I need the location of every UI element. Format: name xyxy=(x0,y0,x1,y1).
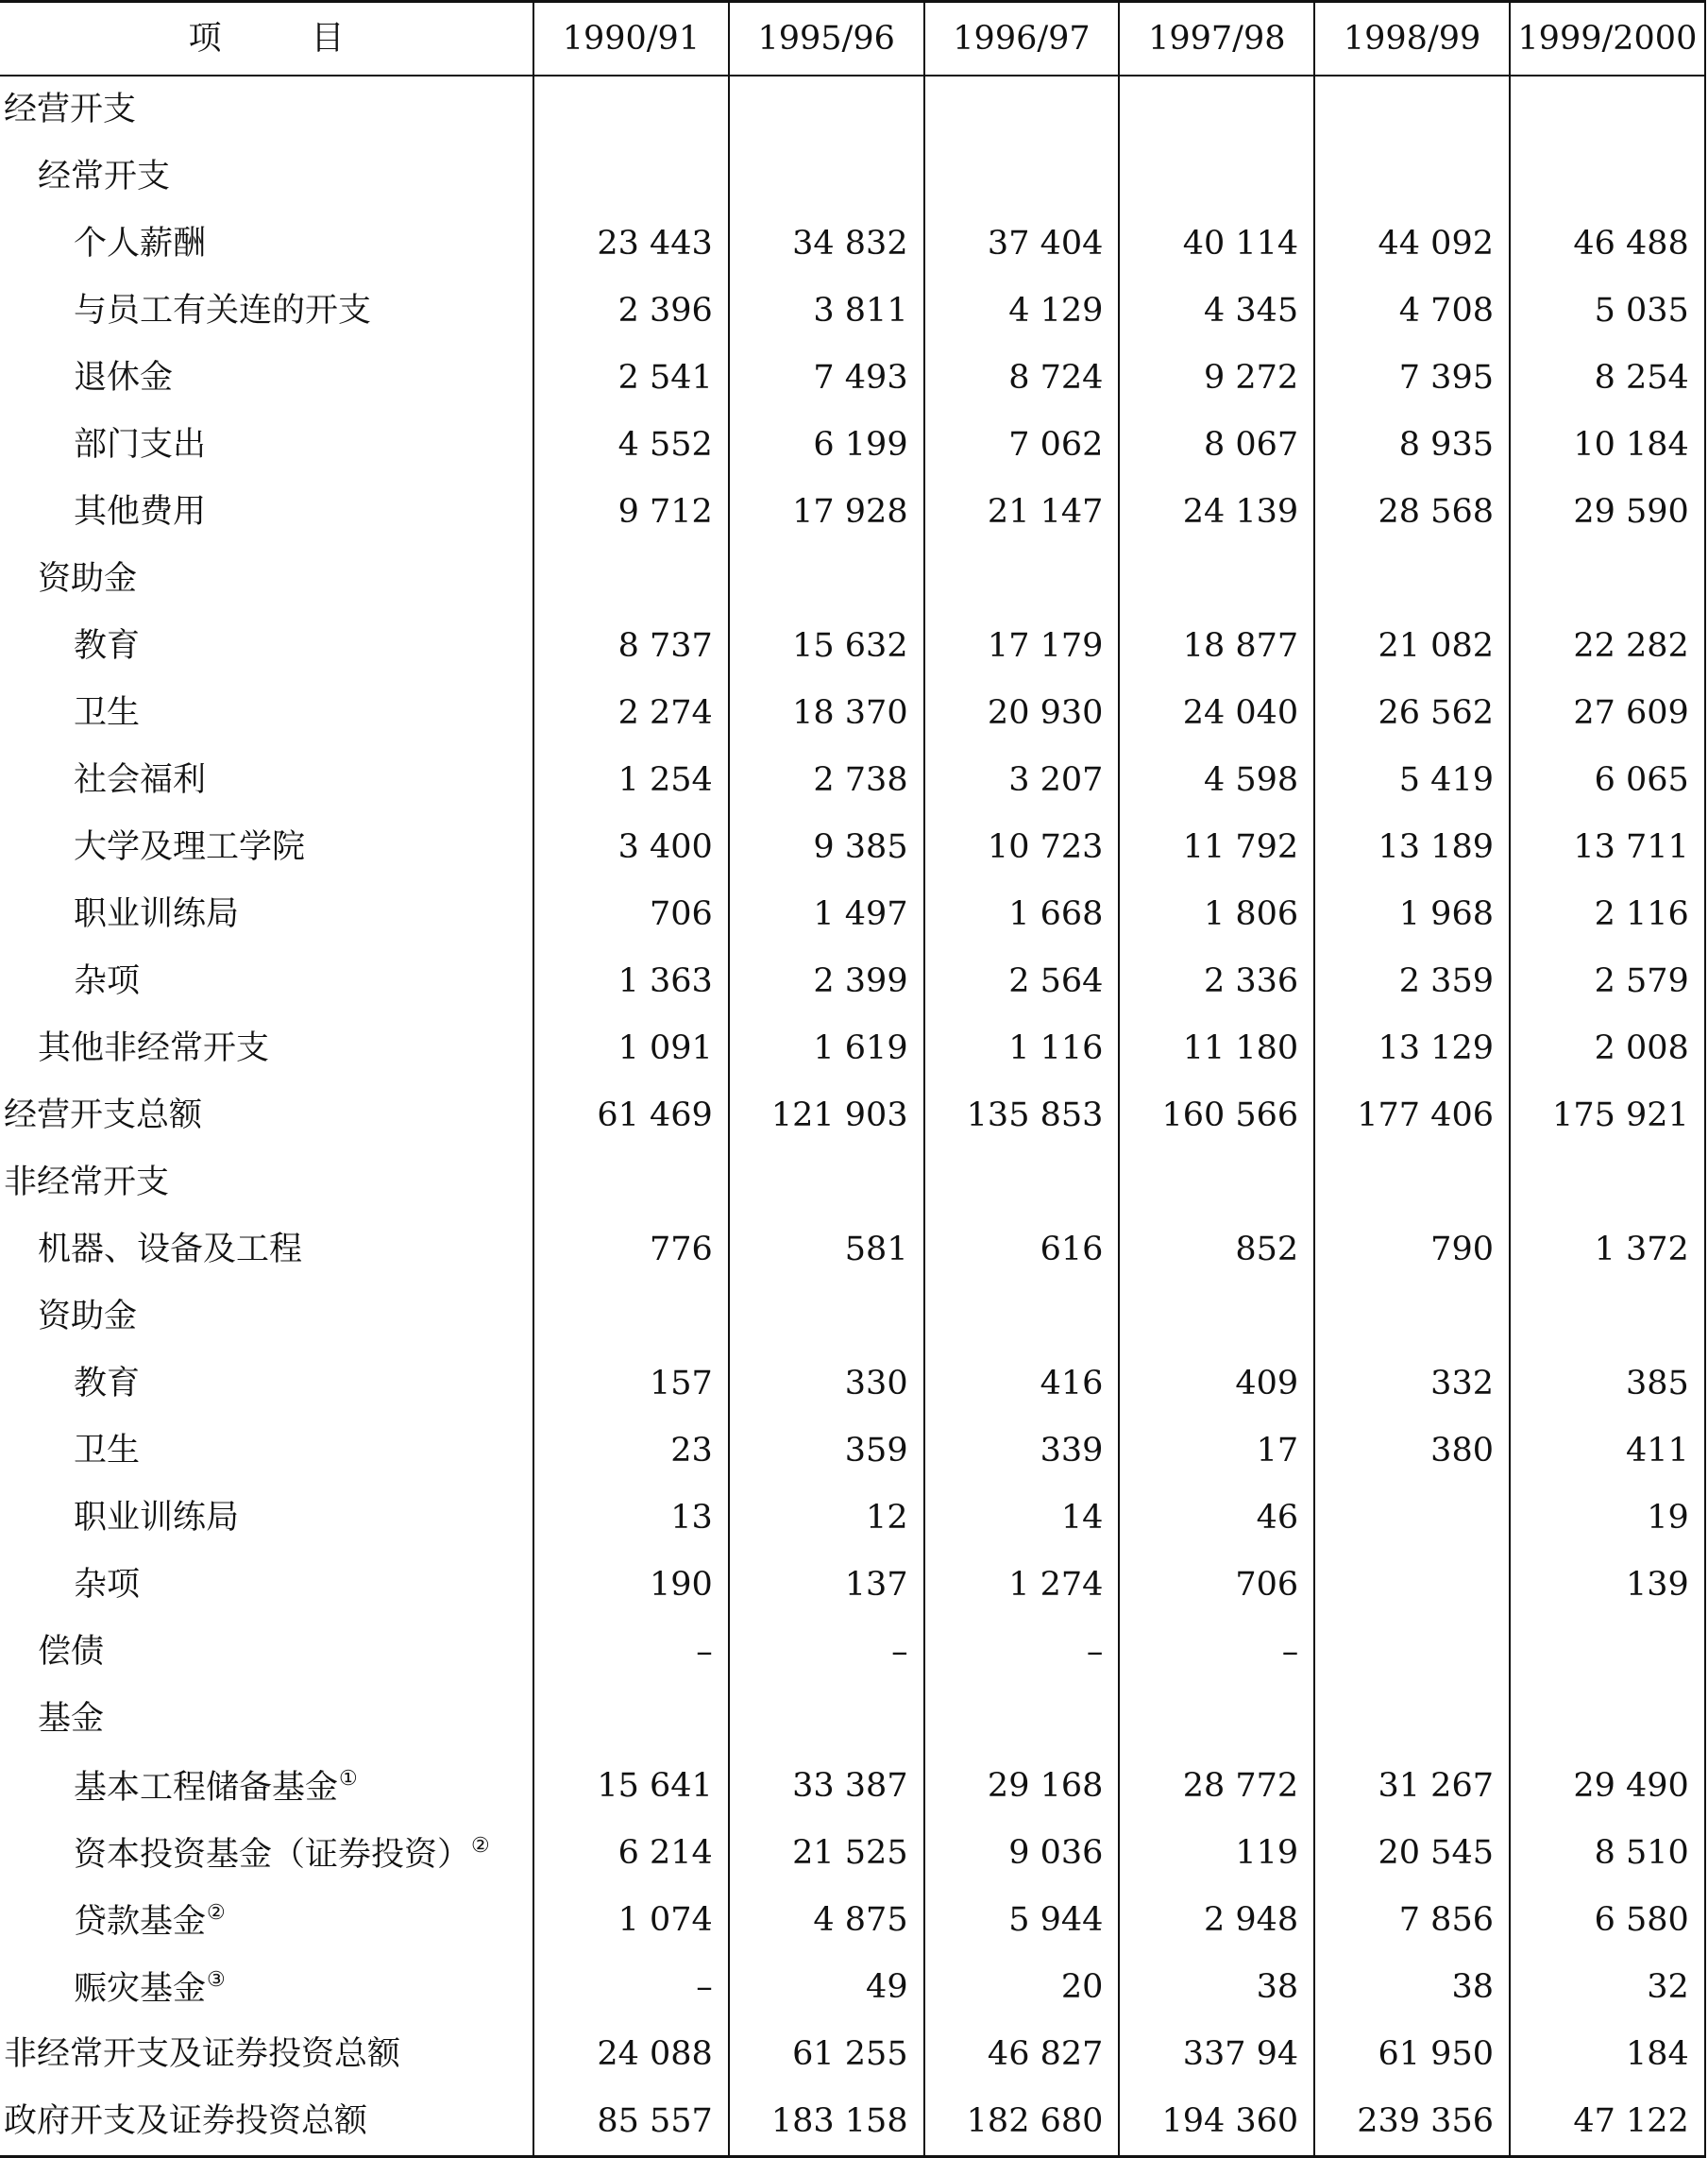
value-cell: 2 564 xyxy=(924,948,1120,1015)
value-cell: 38 xyxy=(1119,1954,1314,2021)
value-cell: – xyxy=(729,1619,924,1686)
row-label: 退休金 xyxy=(74,359,174,397)
table-row xyxy=(0,144,1705,211)
row-label-cell xyxy=(0,1216,533,1283)
table-row xyxy=(0,881,1705,948)
row-label: 卫生 xyxy=(74,1432,141,1470)
table-row xyxy=(0,2088,1705,2157)
table-row xyxy=(0,546,1705,613)
value-cell: 1 074 xyxy=(533,1887,729,1954)
row-label: 基本工程储备基金 xyxy=(74,1768,339,1807)
value-cell: 190 xyxy=(533,1552,729,1619)
value-cell: 339 xyxy=(924,1418,1120,1485)
value-cell xyxy=(729,1149,924,1216)
table-row xyxy=(0,948,1705,1015)
value-cell xyxy=(533,144,729,211)
value-cell: 2 738 xyxy=(729,747,924,814)
row-label: 杂项 xyxy=(74,962,141,1000)
header-year: 1990/91 xyxy=(533,2,729,76)
value-cell xyxy=(1314,1283,1510,1351)
value-cell: 706 xyxy=(533,881,729,948)
row-label: 经营开支 xyxy=(4,91,137,128)
value-cell: 20 930 xyxy=(924,680,1120,747)
value-cell: 411 xyxy=(1510,1418,1705,1485)
value-cell: 19 xyxy=(1510,1485,1705,1552)
value-cell: 706 xyxy=(1119,1552,1314,1619)
value-cell: 330 xyxy=(729,1351,924,1418)
value-cell: – xyxy=(533,1619,729,1686)
row-label: 杂项 xyxy=(74,1566,141,1604)
row-label-cell xyxy=(0,1082,533,1149)
value-cell: 15 632 xyxy=(729,613,924,680)
row-label-cell xyxy=(0,76,533,144)
value-cell xyxy=(1510,144,1705,211)
value-cell xyxy=(1314,1485,1510,1552)
row-label-cell xyxy=(0,1753,533,1820)
table-row xyxy=(0,1082,1705,1149)
value-cell xyxy=(1510,1619,1705,1686)
row-label: 卫生 xyxy=(74,694,141,732)
value-cell xyxy=(1314,1619,1510,1686)
table-row xyxy=(0,1753,1705,1820)
row-label: 与员工有关连的开支 xyxy=(74,292,372,330)
row-label: 基金 xyxy=(38,1700,105,1738)
value-cell xyxy=(1119,1686,1314,1753)
value-cell: 46 827 xyxy=(924,2021,1120,2088)
value-cell xyxy=(729,144,924,211)
row-label: 资助金 xyxy=(38,1298,138,1335)
row-label-cell xyxy=(0,546,533,613)
row-label: 政府开支及证券投资总额 xyxy=(4,2102,368,2140)
value-cell: 7 493 xyxy=(729,345,924,412)
value-cell: 194 360 xyxy=(1119,2088,1314,2157)
value-cell xyxy=(533,76,729,144)
row-label-cell xyxy=(0,613,533,680)
table-row xyxy=(0,1418,1705,1485)
value-cell: 5 035 xyxy=(1510,278,1705,345)
value-cell: 46 xyxy=(1119,1485,1314,1552)
value-cell: 31 267 xyxy=(1314,1753,1510,1820)
footnote-marker: ① xyxy=(339,1766,358,1791)
value-cell: 13 129 xyxy=(1314,1015,1510,1082)
value-cell: 359 xyxy=(729,1418,924,1485)
value-cell: 8 935 xyxy=(1314,412,1510,479)
value-cell: 9 385 xyxy=(729,814,924,881)
value-cell: 776 xyxy=(533,1216,729,1283)
value-cell: 119 xyxy=(1119,1820,1314,1887)
footnote-marker: ② xyxy=(207,1900,226,1925)
table-row xyxy=(0,1283,1705,1351)
value-cell: 33 387 xyxy=(729,1753,924,1820)
table-row xyxy=(0,345,1705,412)
row-label-cell xyxy=(0,948,533,1015)
value-cell: 29 490 xyxy=(1510,1753,1705,1820)
value-cell: 7 856 xyxy=(1314,1887,1510,1954)
row-label-cell xyxy=(0,1686,533,1753)
table-row xyxy=(0,1351,1705,1418)
row-label-cell xyxy=(0,1954,533,2021)
value-cell xyxy=(729,1283,924,1351)
value-cell: 175 921 xyxy=(1510,1082,1705,1149)
value-cell xyxy=(1119,1149,1314,1216)
row-label: 资助金 xyxy=(38,560,138,598)
value-cell: 24 139 xyxy=(1119,479,1314,546)
table-row xyxy=(0,747,1705,814)
value-cell: 1 619 xyxy=(729,1015,924,1082)
row-label-cell xyxy=(0,412,533,479)
value-cell xyxy=(1314,76,1510,144)
value-cell: 29 590 xyxy=(1510,479,1705,546)
value-cell: 135 853 xyxy=(924,1082,1120,1149)
value-cell: 8 067 xyxy=(1119,412,1314,479)
row-label: 经常开支 xyxy=(38,158,171,195)
value-cell: 23 443 xyxy=(533,211,729,278)
value-cell: 616 xyxy=(924,1216,1120,1283)
value-cell: 5 944 xyxy=(924,1887,1120,1954)
value-cell: 13 711 xyxy=(1510,814,1705,881)
value-cell: 1 363 xyxy=(533,948,729,1015)
value-cell xyxy=(1314,1552,1510,1619)
header-item-part2: 目 xyxy=(311,19,345,58)
value-cell: 1 497 xyxy=(729,881,924,948)
value-cell: 47 122 xyxy=(1510,2088,1705,2157)
row-label: 职业训练局 xyxy=(74,1499,240,1537)
value-cell xyxy=(1314,546,1510,613)
value-cell: 2 948 xyxy=(1119,1887,1314,1954)
row-label-cell xyxy=(0,814,533,881)
value-cell xyxy=(1119,144,1314,211)
row-label: 资本投资基金（证券投资） xyxy=(74,1835,471,1874)
value-cell: 34 832 xyxy=(729,211,924,278)
row-label-cell xyxy=(0,2021,533,2088)
value-cell xyxy=(924,144,1120,211)
value-cell: – xyxy=(1119,1619,1314,1686)
header-year: 1998/99 xyxy=(1314,2,1510,76)
table-row xyxy=(0,814,1705,881)
value-cell: 11 180 xyxy=(1119,1015,1314,1082)
value-cell: 409 xyxy=(1119,1351,1314,1418)
value-cell xyxy=(533,1686,729,1753)
value-cell: 4 552 xyxy=(533,412,729,479)
value-cell: 183 158 xyxy=(729,2088,924,2157)
value-cell: 40 114 xyxy=(1119,211,1314,278)
row-label: 职业训练局 xyxy=(74,895,240,933)
value-cell: 3 207 xyxy=(924,747,1120,814)
table-row xyxy=(0,1686,1705,1753)
value-cell: 17 179 xyxy=(924,613,1120,680)
value-cell: 9 272 xyxy=(1119,345,1314,412)
value-cell: 160 566 xyxy=(1119,1082,1314,1149)
value-cell xyxy=(1510,1686,1705,1753)
row-label: 偿债 xyxy=(38,1633,105,1671)
value-cell xyxy=(1510,76,1705,144)
value-cell: 24 040 xyxy=(1119,680,1314,747)
value-cell: 1 372 xyxy=(1510,1216,1705,1283)
value-cell: 1 091 xyxy=(533,1015,729,1082)
row-label: 个人薪酬 xyxy=(74,225,207,263)
value-cell: 9 036 xyxy=(924,1820,1120,1887)
row-label-cell xyxy=(0,1619,533,1686)
value-cell: 61 950 xyxy=(1314,2021,1510,2088)
value-cell: 10 184 xyxy=(1510,412,1705,479)
row-label-cell xyxy=(0,1283,533,1351)
row-label: 教育 xyxy=(74,627,141,665)
value-cell: 13 xyxy=(533,1485,729,1552)
value-cell xyxy=(729,76,924,144)
header-year: 1997/98 xyxy=(1119,2,1314,76)
row-label-cell xyxy=(0,747,533,814)
value-cell: 18 370 xyxy=(729,680,924,747)
header-year: 1996/97 xyxy=(924,2,1120,76)
value-cell: 2 359 xyxy=(1314,948,1510,1015)
table-header xyxy=(0,2,1705,76)
value-cell: 7 062 xyxy=(924,412,1120,479)
value-cell xyxy=(729,1686,924,1753)
value-cell xyxy=(924,546,1120,613)
row-label: 非经常开支 xyxy=(4,1164,170,1201)
table-row xyxy=(0,479,1705,546)
value-cell xyxy=(924,1686,1120,1753)
footnote-marker: ③ xyxy=(207,1967,226,1992)
row-label-cell xyxy=(0,345,533,412)
value-cell xyxy=(1119,76,1314,144)
row-label-cell xyxy=(0,1351,533,1418)
value-cell: 4 598 xyxy=(1119,747,1314,814)
value-cell: 852 xyxy=(1119,1216,1314,1283)
value-cell xyxy=(1119,1283,1314,1351)
value-cell: 8 737 xyxy=(533,613,729,680)
value-cell: 1 668 xyxy=(924,881,1120,948)
table-row xyxy=(0,1216,1705,1283)
value-cell: 137 xyxy=(729,1552,924,1619)
row-label: 贷款基金 xyxy=(74,1902,207,1941)
value-cell: – xyxy=(533,1954,729,2021)
value-cell: 27 609 xyxy=(1510,680,1705,747)
value-cell xyxy=(924,1149,1120,1216)
value-cell: 2 541 xyxy=(533,345,729,412)
value-cell: 239 356 xyxy=(1314,2088,1510,2157)
value-cell: 581 xyxy=(729,1216,924,1283)
value-cell: 2 396 xyxy=(533,278,729,345)
value-cell: 2 116 xyxy=(1510,881,1705,948)
value-cell: 182 680 xyxy=(924,2088,1120,2157)
value-cell: – xyxy=(924,1619,1120,1686)
row-label: 教育 xyxy=(74,1365,141,1402)
header-year: 1995/96 xyxy=(729,2,924,76)
row-label: 经营开支总额 xyxy=(4,1096,203,1134)
row-label: 赈灾基金 xyxy=(74,1969,207,2008)
table-row xyxy=(0,1149,1705,1216)
value-cell: 37 404 xyxy=(924,211,1120,278)
value-cell: 177 406 xyxy=(1314,1082,1510,1149)
value-cell: 2 274 xyxy=(533,680,729,747)
value-cell: 26 562 xyxy=(1314,680,1510,747)
value-cell: 157 xyxy=(533,1351,729,1418)
value-cell: 20 xyxy=(924,1954,1120,2021)
row-label-cell xyxy=(0,479,533,546)
footnote-marker: ② xyxy=(471,1833,490,1858)
row-label-cell xyxy=(0,1015,533,1082)
row-label: 非经常开支及证券投资总额 xyxy=(4,2035,401,2073)
value-cell: 28 568 xyxy=(1314,479,1510,546)
row-label: 其他非经常开支 xyxy=(38,1029,270,1067)
value-cell: 1 254 xyxy=(533,747,729,814)
value-cell: 8 724 xyxy=(924,345,1120,412)
value-cell: 61 469 xyxy=(533,1082,729,1149)
header-item-part1: 项 xyxy=(188,19,222,58)
value-cell: 20 545 xyxy=(1314,1820,1510,1887)
value-cell: 49 xyxy=(729,1954,924,2021)
value-cell xyxy=(1314,1149,1510,1216)
table-row xyxy=(0,1619,1705,1686)
value-cell: 38 xyxy=(1314,1954,1510,2021)
value-cell xyxy=(1314,1686,1510,1753)
value-cell: 85 557 xyxy=(533,2088,729,2157)
value-cell xyxy=(533,1283,729,1351)
value-cell: 21 082 xyxy=(1314,613,1510,680)
value-cell: 3 811 xyxy=(729,278,924,345)
table-row xyxy=(0,1015,1705,1082)
value-cell: 3 400 xyxy=(533,814,729,881)
value-cell: 18 877 xyxy=(1119,613,1314,680)
row-label: 社会福利 xyxy=(74,761,207,799)
value-cell: 12 xyxy=(729,1485,924,1552)
value-cell: 28 772 xyxy=(1119,1753,1314,1820)
value-cell xyxy=(1510,546,1705,613)
value-cell: 8 254 xyxy=(1510,345,1705,412)
value-cell xyxy=(729,546,924,613)
value-cell: 121 903 xyxy=(729,1082,924,1149)
row-label: 机器、设备及工程 xyxy=(38,1231,303,1268)
value-cell: 6 214 xyxy=(533,1820,729,1887)
value-cell: 6 580 xyxy=(1510,1887,1705,1954)
value-cell: 790 xyxy=(1314,1216,1510,1283)
value-cell: 21 525 xyxy=(729,1820,924,1887)
value-cell: 7 395 xyxy=(1314,345,1510,412)
value-cell: 2 579 xyxy=(1510,948,1705,1015)
table-row xyxy=(0,76,1705,144)
value-cell: 1 968 xyxy=(1314,881,1510,948)
table-body xyxy=(0,76,1705,2157)
value-cell: 2 399 xyxy=(729,948,924,1015)
row-label-cell xyxy=(0,1552,533,1619)
value-cell xyxy=(924,1283,1120,1351)
row-label-cell xyxy=(0,1485,533,1552)
value-cell: 380 xyxy=(1314,1418,1510,1485)
row-label-cell xyxy=(0,211,533,278)
value-cell: 332 xyxy=(1314,1351,1510,1418)
value-cell: 6 065 xyxy=(1510,747,1705,814)
value-cell xyxy=(924,76,1120,144)
row-label: 大学及理工学院 xyxy=(74,828,306,866)
value-cell: 2 008 xyxy=(1510,1015,1705,1082)
row-label-cell xyxy=(0,680,533,747)
value-cell: 22 282 xyxy=(1510,613,1705,680)
value-cell: 24 088 xyxy=(533,2021,729,2088)
row-label: 部门支出 xyxy=(74,426,207,464)
row-label-cell xyxy=(0,144,533,211)
value-cell: 416 xyxy=(924,1351,1120,1418)
header-item xyxy=(0,2,533,76)
value-cell: 17 xyxy=(1119,1418,1314,1485)
row-label-cell xyxy=(0,1418,533,1485)
value-cell: 13 189 xyxy=(1314,814,1510,881)
value-cell: 2 336 xyxy=(1119,948,1314,1015)
value-cell: 139 xyxy=(1510,1552,1705,1619)
value-cell: 23 xyxy=(533,1418,729,1485)
value-cell: 29 168 xyxy=(924,1753,1120,1820)
value-cell: 21 147 xyxy=(924,479,1120,546)
row-label-cell xyxy=(0,278,533,345)
table-row xyxy=(0,1887,1705,1954)
table-row xyxy=(0,1485,1705,1552)
value-cell: 11 792 xyxy=(1119,814,1314,881)
row-label-cell xyxy=(0,1887,533,1954)
row-label-cell xyxy=(0,881,533,948)
table-row xyxy=(0,211,1705,278)
value-cell: 9 712 xyxy=(533,479,729,546)
row-label-cell xyxy=(0,1149,533,1216)
value-cell: 6 199 xyxy=(729,412,924,479)
value-cell: 8 510 xyxy=(1510,1820,1705,1887)
value-cell: 4 129 xyxy=(924,278,1120,345)
table-row xyxy=(0,613,1705,680)
value-cell: 1 274 xyxy=(924,1552,1120,1619)
table-row xyxy=(0,680,1705,747)
value-cell: 44 092 xyxy=(1314,211,1510,278)
value-cell xyxy=(1314,144,1510,211)
value-cell: 1 806 xyxy=(1119,881,1314,948)
value-cell: 14 xyxy=(924,1485,1120,1552)
table-row xyxy=(0,278,1705,345)
table-row xyxy=(0,412,1705,479)
table-row xyxy=(0,1820,1705,1887)
value-cell xyxy=(1510,1149,1705,1216)
value-cell: 184 xyxy=(1510,2021,1705,2088)
value-cell: 1 116 xyxy=(924,1015,1120,1082)
row-label-cell xyxy=(0,1820,533,1887)
value-cell xyxy=(1510,1283,1705,1351)
value-cell: 15 641 xyxy=(533,1753,729,1820)
table-row xyxy=(0,2021,1705,2088)
value-cell: 385 xyxy=(1510,1351,1705,1418)
value-cell: 337 94 xyxy=(1119,2021,1314,2088)
value-cell: 46 488 xyxy=(1510,211,1705,278)
table-row xyxy=(0,1552,1705,1619)
value-cell: 61 255 xyxy=(729,2021,924,2088)
row-label: 其他费用 xyxy=(74,493,207,531)
value-cell: 4 345 xyxy=(1119,278,1314,345)
value-cell: 4 708 xyxy=(1314,278,1510,345)
value-cell xyxy=(1119,546,1314,613)
row-label-cell xyxy=(0,2088,533,2157)
header-row xyxy=(0,2,1705,76)
value-cell: 17 928 xyxy=(729,479,924,546)
value-cell xyxy=(533,1149,729,1216)
value-cell: 32 xyxy=(1510,1954,1705,2021)
header-year: 1999/2000 xyxy=(1510,2,1705,76)
value-cell xyxy=(533,546,729,613)
table-row xyxy=(0,1954,1705,2021)
value-cell: 4 875 xyxy=(729,1887,924,1954)
value-cell: 10 723 xyxy=(924,814,1120,881)
value-cell: 5 419 xyxy=(1314,747,1510,814)
